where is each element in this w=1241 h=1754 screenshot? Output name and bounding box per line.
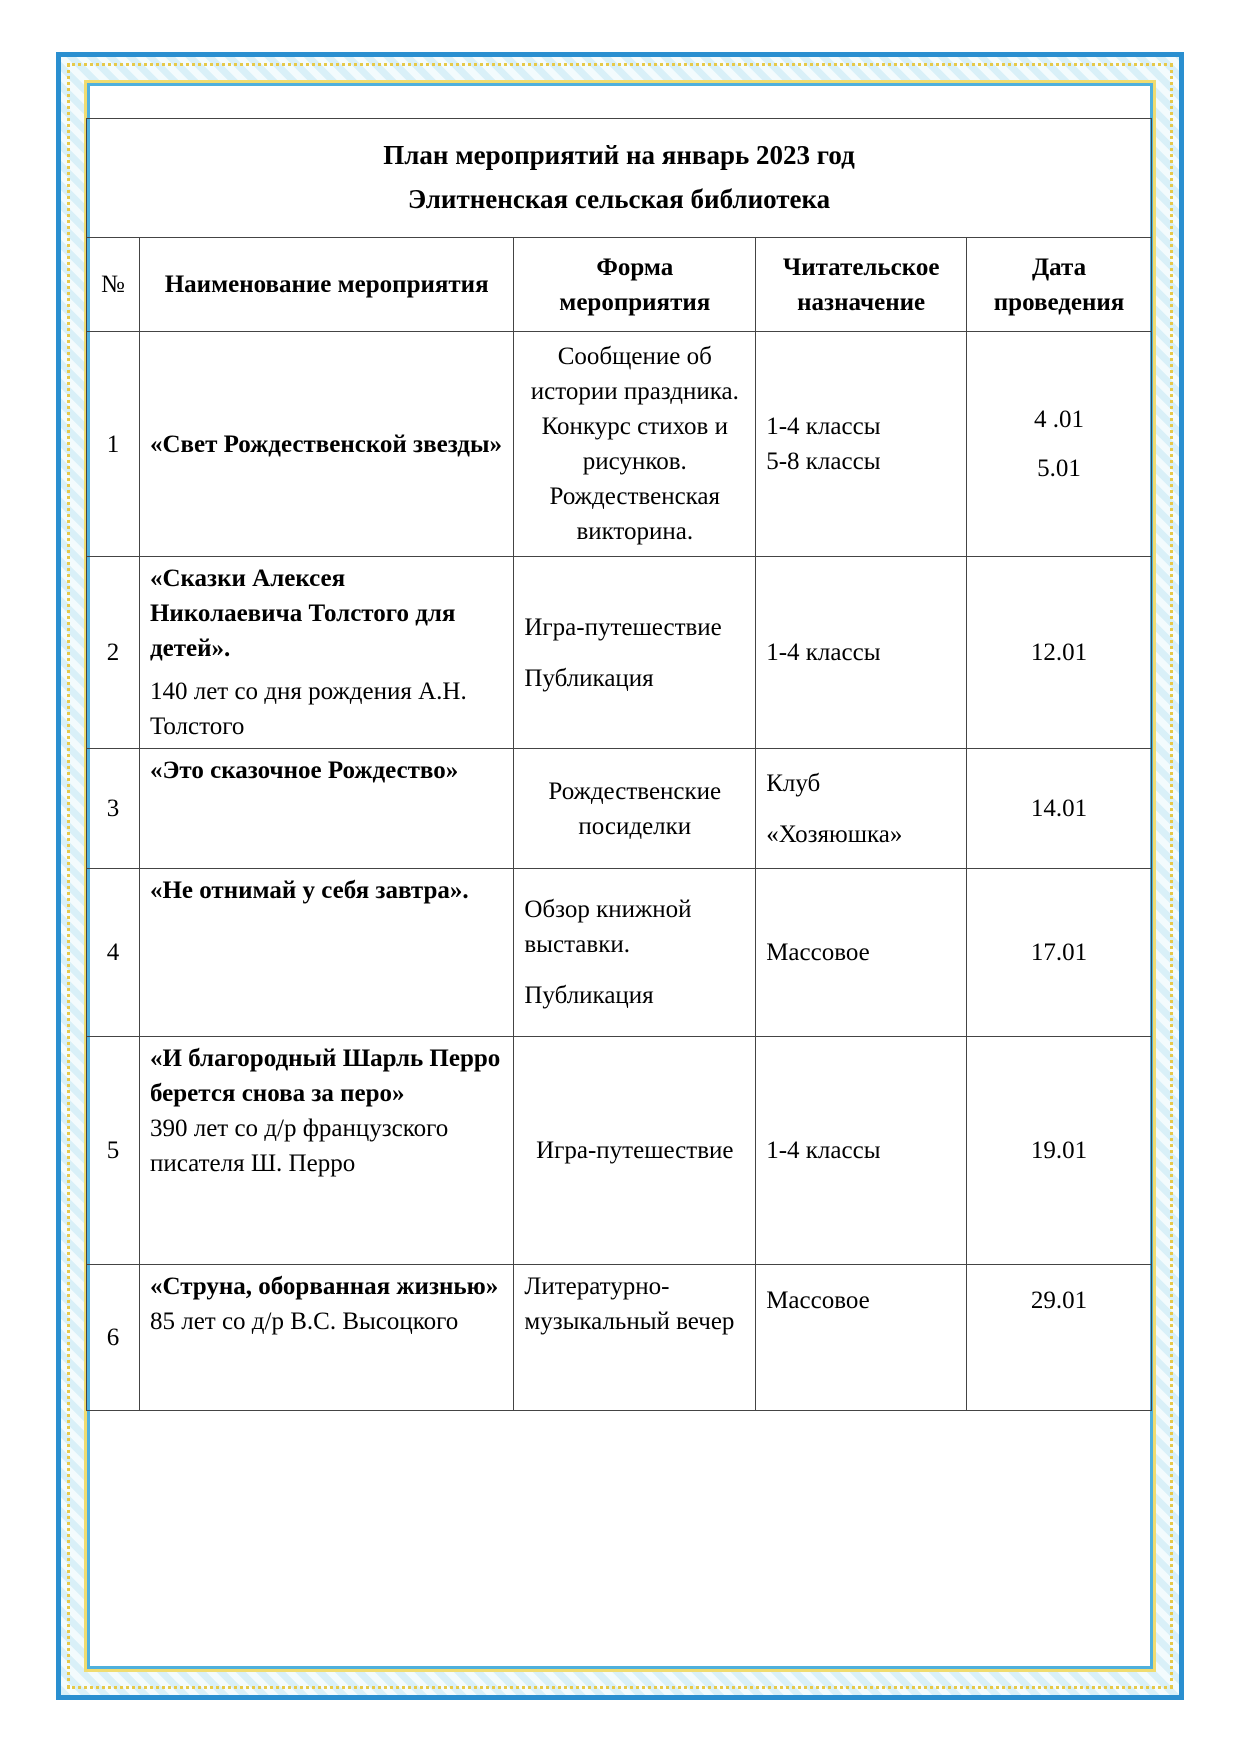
event-form-cell	[514, 557, 756, 749]
reader-line: 1-4 классы	[766, 413, 881, 440]
event-title: «Это сказочное Рождество»	[149, 757, 459, 784]
reader-cell	[756, 557, 967, 749]
reader-line: 5-8 классы	[766, 448, 881, 475]
form-line: Публикация	[524, 982, 654, 1009]
date-cell	[967, 1037, 1152, 1265]
row-num: 1	[87, 332, 140, 557]
row-num: 3	[87, 749, 140, 869]
event-form-cell	[514, 1265, 756, 1411]
event-name-cell	[139, 332, 513, 557]
reader-cell	[756, 332, 967, 557]
form-line: Игра-путешествие	[536, 1137, 734, 1164]
row-num: 6	[87, 1265, 140, 1411]
header-reader: Читательское назначение	[756, 238, 967, 332]
event-date: 17.01	[1030, 939, 1088, 966]
page-title: План мероприятий на январь 2023 год	[383, 140, 855, 171]
reader-line: Массовое	[766, 939, 870, 966]
event-name-cell	[139, 1265, 513, 1411]
header-form: Форма мероприятия	[514, 238, 756, 332]
form-line: Обзор книжной выставки.	[524, 896, 692, 958]
form-line: Рождественские посиделки	[548, 777, 722, 840]
event-name-cell	[139, 869, 513, 1037]
event-title: «Свет Рождественской звезды»	[149, 430, 502, 458]
form-line: Игра-путешествие	[524, 613, 722, 641]
event-title: «Струна, оборванная жизнью»	[149, 1273, 499, 1300]
event-form-cell	[514, 1037, 756, 1265]
event-date: 19.01	[1030, 1137, 1088, 1164]
event-title: «И благородный Шарль Перро берется снова за перо»	[149, 1045, 501, 1107]
event-name-cell	[139, 1037, 513, 1265]
reader-cell	[756, 1037, 967, 1265]
header-row	[87, 238, 1152, 332]
form-line: Публикация	[524, 664, 654, 692]
event-title: «Не отнимай у себя завтра».	[149, 877, 469, 904]
table-row	[87, 749, 1152, 869]
form-line: Рождественская викторина.	[549, 483, 721, 545]
title-cell	[87, 119, 1152, 238]
event-date: 29.01	[1030, 1287, 1088, 1314]
date-cell	[967, 1265, 1152, 1411]
form-line: Конкурс стихов и рисунков.	[541, 413, 728, 475]
header-num: №	[87, 238, 140, 332]
reader-line: «Хозяюшка»	[766, 820, 903, 848]
reader-line: 1-4 классы	[766, 639, 881, 666]
date-cell	[967, 869, 1152, 1037]
date-cell	[967, 749, 1152, 869]
form-line: Сообщение об истории праздника.	[530, 343, 739, 405]
reader-line: Клуб	[766, 769, 821, 797]
reader-cell	[756, 869, 967, 1037]
row-num: 4	[87, 869, 140, 1037]
date-cell	[967, 332, 1152, 557]
event-date: 14.01	[1030, 795, 1088, 822]
reader-line: Массовое	[766, 1287, 870, 1314]
event-date: 5.01	[1037, 455, 1081, 482]
event-note: 390 лет со д/р французского писателя Ш. Перро	[149, 1115, 449, 1177]
table-row	[87, 1037, 1152, 1265]
event-form-cell	[514, 869, 756, 1037]
event-date: 12.01	[1030, 639, 1088, 666]
table-row	[87, 1265, 1152, 1411]
table-row	[87, 557, 1152, 749]
form-line: Литературно-музыкальный вечер	[524, 1273, 735, 1335]
reader-cell	[756, 749, 967, 869]
header-name: Наименование мероприятия	[139, 238, 513, 332]
event-note: 140 лет со дня рождения А.Н. Толстого	[149, 678, 467, 740]
reader-cell	[756, 1265, 967, 1411]
table-row	[87, 332, 1152, 557]
event-name-cell	[139, 557, 513, 749]
events-table	[86, 118, 1152, 1411]
event-title: «Сказки Алексея Николаевича Толстого для детей».	[149, 565, 456, 662]
event-form-cell	[514, 749, 756, 869]
header-date: Дата проведения	[967, 238, 1152, 332]
event-date: 4 .01	[1034, 406, 1085, 433]
event-note: 85 лет со д/р В.С. Высоцкого	[149, 1308, 459, 1335]
row-num: 5	[87, 1037, 140, 1265]
event-form-cell	[514, 332, 756, 557]
table-row	[87, 869, 1152, 1037]
title-row	[87, 119, 1152, 238]
event-name-cell	[139, 749, 513, 869]
library-name: Элитненская сельская библиотека	[407, 184, 831, 214]
row-num: 2	[87, 557, 140, 749]
date-cell	[967, 557, 1152, 749]
reader-line: 1-4 классы	[766, 1137, 881, 1164]
